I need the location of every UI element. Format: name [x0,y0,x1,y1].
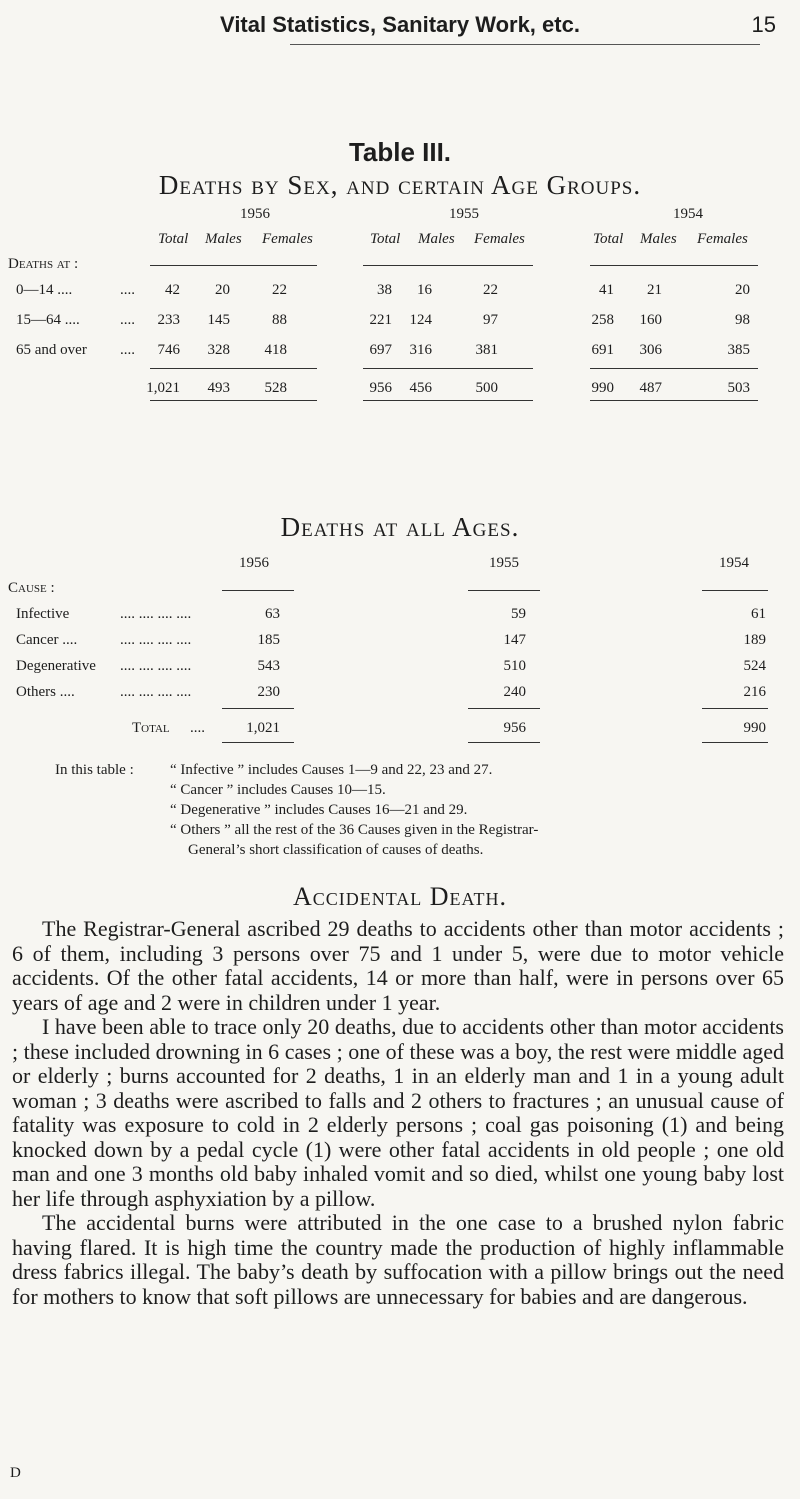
t4-row-label-3: Others .... [16,684,75,700]
t4-year-1955: 1955 [489,555,519,571]
t3-total: 487 [639,380,662,396]
t4-row-label-1: Cancer .... [16,632,78,648]
t3-sub-total: Total [158,231,189,247]
paragraph: The Registrar-General ascribed 29 deaths to accidents other than motor accidents ; 6 of them, including 3 persons over 75 and 1 under 5, were due to motor vehicle accidents. Of the other fatal accidents, 14 or more than half, were in persons over 65 years of age and 2 were in children under 1 year. [12,916,784,1015]
t4-row-leader: .... .... .... .... [120,606,192,622]
t3-total: 500 [475,380,498,396]
t3-sub-total: Total [593,231,624,247]
t3-total: 1,021 [146,380,180,396]
t3-sub-total: Total [370,231,401,247]
paragraph: The accidental burns were attributed in the one case to a brushed nylon fabric having flared. It is high time the country made the production of highly inflammable dress fabrics illegal. The baby’s death by suffocation with a pillow brings out the need for mothers to know that soft pillows are unnecessary for babies and are dangerous. [12,1210,784,1309]
t3-cell: 381 [475,342,498,358]
t3-total: 528 [264,380,287,396]
t3-total: 456 [409,380,432,396]
t3-cell: 20 [215,282,230,298]
table3-title: Deaths by Sex, and certain Age Groups. [158,170,642,200]
t3-cell: 20 [735,282,750,298]
t3-row-leader-0: .... [120,282,135,298]
t3-total: 493 [207,380,230,396]
footer-signature-mark: D [10,1465,21,1481]
t3-cell: 258 [591,312,614,328]
t3-cell: 697 [369,342,392,358]
t4-total: 956 [503,720,526,736]
t3-row-leader-2: .... [120,342,135,358]
t3-year-1956: 1956 [240,206,270,222]
t4-cell: 216 [743,684,766,700]
t3-row-label-1: 15—64 .... [16,312,80,328]
accidental-body [12,917,784,1309]
t3-cell: 233 [157,312,180,328]
t3-cell: 145 [207,312,230,328]
t4-cell: 63 [265,606,280,622]
header-rule [290,44,760,45]
t3-cell: 98 [735,312,750,328]
t3-cell: 160 [639,312,662,328]
t3-year-1954: 1954 [673,206,703,222]
t4-row-label-2: Degenerative [16,658,96,674]
t3-year-1955: 1955 [449,206,479,222]
t4-row-label: Cause : [8,580,55,596]
t3-sub-females: Females [262,231,313,247]
t3-sub-males: Males [418,231,455,247]
paragraph: I have been able to trace only 20 deaths, due to accidents other than motor accidents ; these included drowning in 6 cases ; one of these was a boy, the rest were middle aged or elderly ; burns accounted for 2 deaths, 1 in an elderly man and 1 in a young adult woman ; 3 deaths were ascribed to falls and 2 others to fractures ; an unusual cause of fatality was exposure to cold in 2 elderly persons ; coal gas poisoning (1) and being knocked down by a pedal cycle (1) were other fatal accidents in old people ; one old man and one 3 months old baby inhaled vomit and so died, whilst one young baby lost her life through asphyxiation by a pillow. [12,1014,784,1211]
t3-cell: 306 [639,342,662,358]
note-line: “ Infective ” includes Causes 1—9 and 22, 23 and 27. [170,762,493,778]
running-header-title: Vital Statistics, Sanitary Work, etc. [220,12,580,37]
t3-cell: 97 [483,312,498,328]
t4-row-leader: .... .... .... .... [120,658,192,674]
t3-cell: 328 [207,342,230,358]
t4-cell: 189 [743,632,766,648]
t3-total: 503 [727,380,750,396]
note-line: “ Others ” all the rest of the 36 Causes given in the Registrar- [170,822,539,838]
t3-cell: 124 [409,312,432,328]
t3-cell: 691 [591,342,614,358]
t4-cell: 147 [503,632,526,648]
t4-cell: 240 [503,684,526,700]
t3-sub-males: Males [205,231,242,247]
t3-sub-females: Females [697,231,748,247]
t4-cell: 59 [511,606,526,622]
t3-cell: 22 [483,282,498,298]
t4-year-1954: 1954 [719,555,749,571]
t4-row-label-0: Infective [16,606,70,622]
t3-cell: 746 [157,342,180,358]
section-heading: Accidental Death. [292,882,508,911]
notes-lead: In this table : [55,762,134,778]
t4-cell: 543 [257,658,280,674]
t4-cell: 61 [751,606,766,622]
t3-cell: 385 [727,342,750,358]
t3-cell: 88 [272,312,287,328]
t3-row-label-0: 0—14 .... [16,282,73,298]
t4-cell: 524 [743,658,766,674]
t3-cell: 316 [409,342,432,358]
table4-title: Deaths at all Ages. [280,512,520,542]
t3-cell: 42 [165,282,180,298]
t4-cell: 185 [257,632,280,648]
t3-total: 990 [591,380,614,396]
t3-cell: 418 [264,342,287,358]
note-line: “ Cancer ” includes Causes 10—15. [170,782,386,798]
t3-cell: 41 [599,282,614,298]
t3-cell: 22 [272,282,287,298]
t3-sub-males: Males [640,231,677,247]
t3-sub-females: Females [474,231,525,247]
t4-row-leader: .... .... .... .... [120,632,192,648]
t4-year-1956: 1956 [239,555,269,571]
t3-cell: 21 [647,282,662,298]
t4-total-label: Total [132,720,170,736]
t3-row-label-2: 65 and over [16,342,87,358]
t4-total: 990 [743,720,766,736]
t4-cell: 230 [257,684,280,700]
t3-cell: 38 [377,282,392,298]
t3-row-label: Deaths at : [8,256,79,272]
t4-total: 1,021 [246,720,280,736]
note-line: “ Degenerative ” includes Causes 16—21 and 29. [170,802,468,818]
t4-total-leader: .... [190,720,205,736]
note-line: General’s short classification of causes of deaths. [188,842,484,858]
page-number: 15 [751,12,776,37]
table-label: Table III. [348,137,452,167]
t3-cell: 16 [417,282,432,298]
t3-row-leader-1: .... [120,312,135,328]
t3-total: 956 [369,380,392,396]
t4-row-leader: .... .... .... .... [120,684,192,700]
t3-cell: 221 [369,312,392,328]
t4-cell: 510 [503,658,526,674]
